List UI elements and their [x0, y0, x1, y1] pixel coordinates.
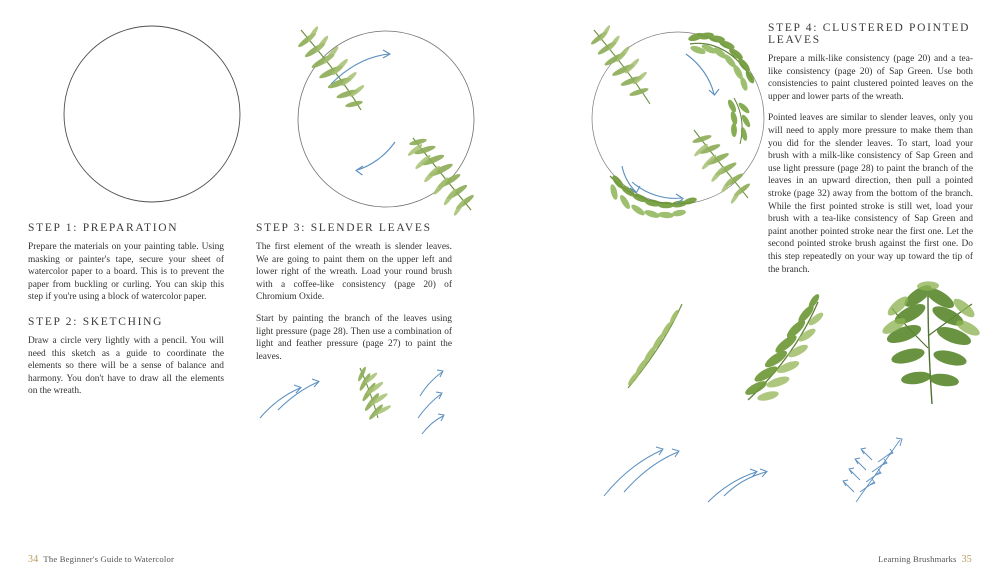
section-slender-leaves: [256, 222, 452, 372]
paragraph-step4-2: Pointed leaves are similar to slender leaves, only you will need to apply more pressure to make them than you did for the slender leaves. To start, load your brush with a milk-like consistency of Sap Green and use light pressure (page 28) to paint the branch of the leaves in an upward direction, then pull a pointed stroke (page 32) away from the bottom of the branch. While the first pointed stroke is still wet, load your brush with a tea-like consistency of Sap Green and paint another pointed stroke near the first one. Let the second pointed stroke brush against the first one. Do this step repeatedly on your way up toward the tip of the branch.: [768, 113, 973, 275]
page-number-left: 34: [28, 554, 39, 565]
footer-right: [878, 554, 972, 565]
direction-arrow-icon: [622, 54, 719, 204]
illustration-pointed-cluster-sample: [740, 288, 870, 408]
illustration-step1-circle: [62, 24, 242, 204]
footer-left: [28, 554, 174, 565]
heading-step1: STEP 1: PREPARATION: [28, 222, 179, 234]
clustered-pointed-leaves-upper: [687, 31, 756, 91]
footer-title-left: The Beginner's Guide to Watercolor: [43, 554, 175, 564]
paragraph-step2-1: Draw a circle very lightly with a pencil. You will need this sketch as a guide to coordinate the elements so there will be a sense of balance and harmony. You don't have to draw all the elements on the wreath.: [28, 335, 224, 397]
illustration-practice-arrows-right: [600, 430, 940, 520]
illustration-step3-wreath: [291, 24, 481, 214]
section-preparation: [28, 222, 224, 407]
slender-branch-lower: [407, 137, 476, 216]
page-number-right: 35: [961, 554, 972, 565]
direction-arrow-icon: [331, 50, 395, 175]
slender-branch-upper: [297, 25, 366, 110]
heading-step3: STEP 3: SLENDER LEAVES: [256, 222, 432, 234]
section-clustered-pointed-leaves: [768, 22, 973, 285]
footer-title-right: Learning Brushmarks: [878, 554, 957, 564]
paragraph-step4-1: Prepare a milk-like consistency (page 20) and a tea-like consistency (page 20) of Sap Green. Use both consistencies to paint clustered pointed leaves on the upper and lower parts of the wreath.: [768, 54, 973, 102]
heading-step2: STEP 2: SKETCHING: [28, 315, 164, 328]
paragraph-step3-2: Start by painting the branch of the leaves using light pressure (page 28). Then use a combination of light and feather pressure (page 27) to paint the leaves.: [256, 313, 452, 362]
illustration-step4-wreath: [578, 18, 778, 228]
paragraph-step1-1: Prepare the materials on your painting table. Using masking or painter's tape, secure your sheet of watercolor paper to a board. This is to prevent the paper from buckling or curling. You can skip this step if you're using a block of watercolor paper.: [28, 242, 224, 303]
illustration-pointed-leaves-bush: [880, 278, 990, 408]
clustered-pointed-leaves-lower: [609, 174, 697, 220]
illustration-pointed-branch-sample: [620, 292, 730, 402]
page-gutter: [499, 0, 500, 581]
paragraph-step3-1: The first element of the wreath is slender leaves. We are going to paint them on the upper left and lower right of the wreath. Load your round brush with a coffee-like consistency (page 20) of Chromium Oxide.: [256, 242, 452, 303]
heading-step4: STEP 4: CLUSTERED POINTED LEAVES: [768, 22, 971, 46]
